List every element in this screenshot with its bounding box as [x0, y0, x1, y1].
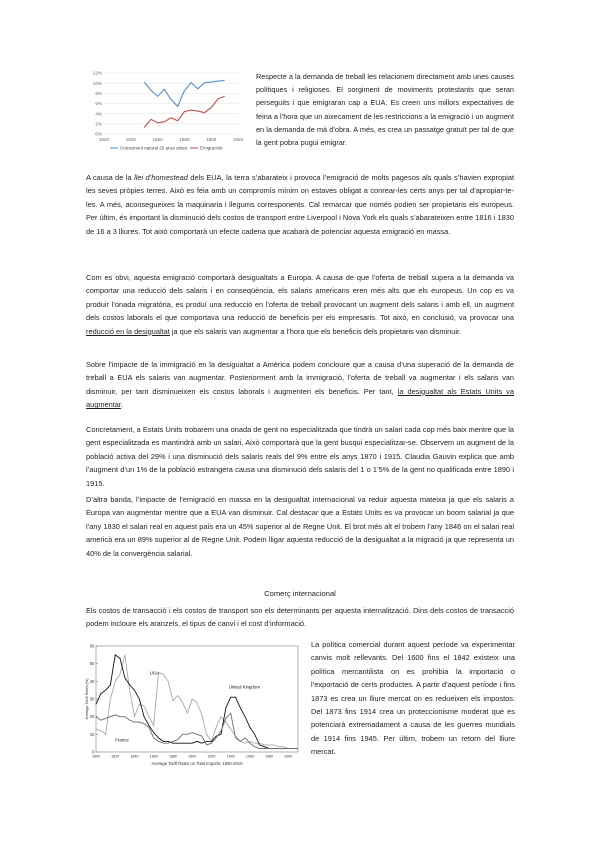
paragraph-desigualtats-europa: Com es obvi, aquesta emigració comportarà desigualtats a Europa. A causa de que l’oferta de treball supera a la demanda va comportar una reducció dels salaris i en conseqüència, els salaris americans eren més alts que els europeus. Un cop es va produir l’onada migratòria, es produí una reducció en l’oferta de treball provocant un augment dels salaris i amb ell, un augment dels costos laborals el que comportava una reducció de beneficis per els empresaris. Tot això, en conclusió, va provocar una reducció en la desigualtat ja que els salaris van augmentar a l’hora que els beneficis dels propietaris van disminuir.	[86, 273, 514, 336]
x-tick-label: 1980	[265, 754, 274, 759]
x-tick-label: 1900	[206, 137, 217, 142]
x-tick-label: 1880	[179, 137, 190, 142]
emigration-chart	[86, 68, 246, 160]
y-tick-label: 2%	[95, 121, 102, 127]
y-tick-label: 40	[89, 678, 95, 684]
tariff-line-3	[96, 713, 298, 748]
y-axis-label: Average Tariff Rates (%)	[85, 678, 89, 720]
x-tick-label: 1900	[188, 754, 197, 759]
y-tick-label: 10%	[92, 80, 102, 86]
tariff-chart	[84, 640, 304, 772]
x-tick-label: 1880	[168, 754, 177, 759]
x-tick-label: 1840	[130, 754, 139, 759]
x-tick-label: 1840	[125, 137, 136, 142]
y-tick-label: 20	[89, 714, 95, 720]
x-tick-label: 1860	[152, 137, 163, 142]
x-tick-label: 2000	[284, 754, 293, 759]
paragraph-politica-comercial: La política comercial durant aquest període va experimentar canvis molt rellevants. Del 1600 fins el 1842 existeix una política mercantilista on es prohibia la importació o l’exportació de certs productes. A partir d’aquest període i fins 1873 es crea un lliure mercat on es redueixen els impostos. Del 1873 fins 1914 crea un proteccionisme moderat que es potenciarà extremadament a causa de les guerres mundials de 1914 fins 1945. Per últim, trobem un retorn del lliure mercat.	[311, 640, 515, 757]
paragraph-homestead: A causa de la llei d’homestead dels EUA, la terra s’abarateix i provoca l’emigració de molts pagesos als quals s’havien expropiat les seves pròpies terres. Això es feia amb un compromís mínim on estaves obligat a conrear-les certs anys per tal d’apropiar-te-les. A més, aconsegueixes la maquinaria i llegums corresponents. Cal remarcar que només podien ser propietaris els europeus. Per últim, és important la disminució dels costos de transport entre Liverpool i Nova York els quals s’abarateixen entre 1816 i 1830 de 16 a 3 lliures. Tot això comportarà un efecte cadena que acabarà de potenciar aquesta emigració en massa.	[86, 173, 514, 236]
homestead-law-term: llei d’homestead	[134, 173, 188, 182]
x-tick-label: 1820	[111, 754, 120, 759]
x-tick-label: 1820	[98, 137, 110, 142]
x-axis-label: Average Tariff Rates on Total Imports, 1800-2010	[151, 761, 243, 766]
series-line-2	[144, 96, 224, 127]
x-tick-label: 1960	[245, 754, 254, 759]
y-tick-label: 4%	[95, 111, 102, 117]
legend-label: Emigración	[200, 145, 223, 151]
y-tick-label: 0%	[95, 131, 102, 137]
paragraph-demanda-treball: Respecte a la demanda de treball les relacionem directament amb unes causes polítiques i religioses. El sorgiment de moviments protestants que seran perseguits i que emigraran cap a EUA. Es creen uns millors expectatives de feina a l’hora que un aixecament de les restriccions a la emigració i un augment en la demanda de mà d’obra. A més, es crea un passatge gratuït per tal de que la gent pobra pugui emigrar.	[256, 72, 514, 148]
y-tick-label: 30	[89, 696, 95, 702]
y-tick-label: 10	[89, 731, 95, 737]
x-tick-label: 1940	[226, 754, 235, 759]
underlined-desigualtat-eua: la desigualtat als Estats Units va augmentar	[86, 386, 514, 410]
y-tick-label: 50	[89, 661, 95, 667]
paragraph-impacte-america: Sobre l’impacte de la immigració en la desigualtat a Amèrica podem concloure que a causa d’una superació de la demanda de treball a EUA els salaris van augmentar. Posteriorment amb la immigració, l’oferta de treball va augmentar i els salaris van disminuir, per tant disminueixen els costos laborals i augmenten els beneficis. Per tant, la desigualtat als Estats Units va augmentar.	[86, 360, 514, 410]
legend-label: Creixement natural 25 anys antes	[120, 145, 188, 151]
y-tick-label: 0	[92, 749, 95, 755]
y-tick-label: 8%	[95, 90, 102, 96]
y-tick-label: 60	[89, 643, 95, 649]
x-tick-label: 1920	[232, 137, 244, 142]
series-annotation: France	[115, 737, 129, 743]
paragraph-costos-transaccio: Els costos de transacció i els costos de transport son els determinants per aquesta internalització. Dins dels costos de transacció podem incloure els aranzels, el tipus de canvi i el cost d’informació.	[86, 606, 514, 629]
x-tick-label: 1860	[149, 754, 158, 759]
paragraph-desigualtat-internacional: D’altra banda, l’impacte de l’emigració en massa en la desigualtat internacional va reduir aquesta mateixa ja que els salaris a Europa van augmentar mentre que a EUA van disminuir. Cal destacar que a Estats Units es va provocar un boom salarial ja que l’any 1830 el salari real en aquest país era un 45% superior al de Regne Unit. El brot més alt el trobem l’any 1846 on el salari real americà era un 89% superior al de Regne Unit. Podem lligar aquesta reducció de la desigualtat a la migració ja que representa un 40% de la convergència salarial.	[86, 495, 514, 558]
series-annotation: United Kingdom	[228, 684, 260, 690]
y-tick-label: 6%	[95, 101, 102, 107]
series-annotation: USA	[149, 670, 159, 676]
x-tick-label: 1920	[207, 754, 216, 759]
y-tick-label: 12%	[92, 70, 102, 76]
underlined-reduccio: reducció en la desigualtat	[86, 326, 170, 336]
paragraph-estats-units: Concretament, a Estats Units trobarem una onada de gent no especialitzada que tindrà un salari cada cop més baix mentre que la gent especialitzada es mantindrà amb un salari. Això comportarà que la gent busqui especialitzar-se. Observem un augment de la població activa del 29% i una disminució dels salaris reals del 9% entre els anys 1870 i 1915. Claudia Gauvin explica que amb l’augment d’un 1% de la població estrangera causa una disminució dels salaris del 1 o 1’5% de la gent no qualificada entre 1890 i 1915.	[86, 425, 514, 488]
section-heading-comerc: Comerç internacional	[264, 589, 336, 598]
x-tick-label: 1800	[92, 754, 100, 759]
